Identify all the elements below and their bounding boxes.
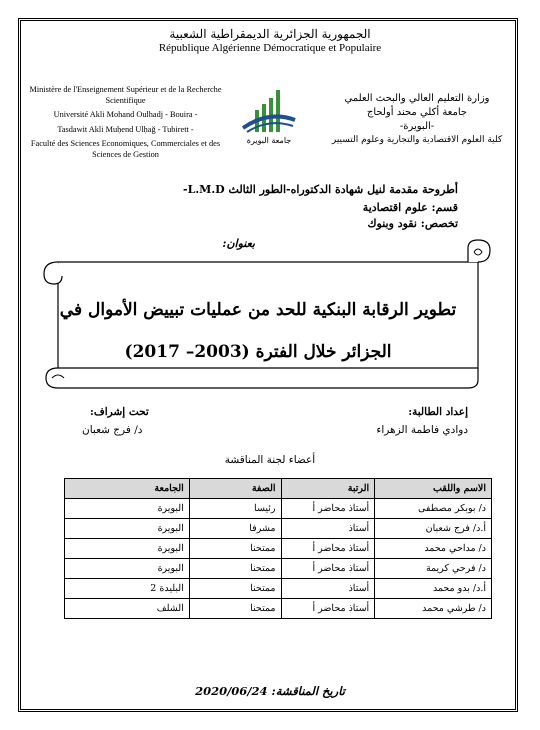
table-row	[65, 599, 492, 619]
column-header-university: الجامعة	[65, 479, 190, 499]
degree-line: أطروحة مقدمة لنيل شهادة الدكتوراه-الطور الثالث L.M.D-	[183, 183, 458, 196]
header-left-column	[28, 85, 223, 164]
ministry-ar: وزارة التعليم العالي والبحث العلمي	[344, 93, 490, 104]
member-role: رئيسا	[189, 499, 281, 519]
university-fr: Université Akli Mohand Oulhadj - Bouira -	[53, 110, 198, 119]
member-rank: أستاذ	[281, 579, 375, 599]
member-rank: أستاذ محاضر أ	[281, 539, 375, 559]
member-university: البويرة	[65, 519, 190, 539]
member-university: الشلف	[65, 599, 190, 619]
member-name: د/ مداحي محمد	[375, 539, 492, 559]
university-logo	[235, 80, 303, 150]
committee-table	[64, 478, 492, 619]
thesis-title-line-1: تطوير الرقابة البنكية للحد من عمليات تبييض الأموال في	[59, 300, 457, 320]
republic-french: République Algérienne Démocratique et Populaire	[158, 42, 382, 54]
city-ar: -البويرة-	[399, 121, 435, 132]
column-header-name: الاسم واللقب	[375, 479, 492, 499]
faculty-ar: كلية العلوم الاقتصادية والتجارية وعلوم التسيير	[331, 135, 503, 145]
column-header-rank: الرتبة	[281, 479, 375, 499]
member-rank: أستاذ محاضر أ	[281, 499, 375, 519]
member-role: ممتحنا	[189, 599, 281, 619]
student-name: دوادي فاطمة الزهراء	[376, 424, 468, 436]
title-heading: بعنوان:	[222, 237, 255, 250]
table-row	[65, 519, 492, 539]
table-row	[65, 499, 492, 519]
defense-date: تاريخ المناقشة: 2020/06/24	[195, 684, 345, 698]
republic-arabic: الجمهورية الجزائرية الديمقراطية الشعبية	[169, 27, 371, 41]
member-rank: أستاذ محاضر أ	[281, 559, 375, 579]
member-role: ممتحنا	[189, 539, 281, 559]
supervisor-label: تحت إشراف:	[90, 406, 149, 418]
column-header-role: الصفة	[189, 479, 281, 499]
committee-header-row	[65, 479, 492, 499]
member-name: د/ بوبكر مصطفى	[375, 499, 492, 519]
university-ar: جامعة أكلي محند أولحاج	[366, 107, 468, 118]
logo-caption: جامعة البويرة	[246, 136, 292, 145]
member-name: أ.د/ بدو محمد	[375, 579, 492, 599]
table-row	[65, 539, 492, 559]
supervisor-name: د/ فرج شعبان	[82, 424, 143, 436]
member-name: أ.د/ فرج شعبان	[375, 519, 492, 539]
header-right-column	[322, 92, 512, 148]
member-role: ممتحنا	[189, 579, 281, 599]
member-university: البليدة 2	[65, 579, 190, 599]
member-role: ممتحنا	[189, 559, 281, 579]
member-university: البويرة	[65, 559, 190, 579]
faculty-fr: Faculté des Sciences Economiques, Commerciales et des Sciences de Gestion	[30, 139, 221, 159]
ministry-fr: Ministère de l'Enseignement Supérieur et de la Recherche Scientifique	[29, 85, 222, 105]
university-kabyle: Tasdawit Akli Muḥend Ulḥağ - Tubirett -	[57, 124, 194, 134]
department-line: قسم: علوم اقتصادية	[362, 201, 458, 214]
prepared-by-label: إعداد الطالبة:	[408, 406, 468, 418]
member-university: البويرة	[65, 539, 190, 559]
table-row	[65, 559, 492, 579]
table-row	[65, 579, 492, 599]
member-rank: أستاذ	[281, 519, 375, 539]
specialty-line: تخصص: نقود وبنوك	[367, 217, 458, 230]
member-university: البويرة	[65, 499, 190, 519]
thesis-title-line-2: الجزائر خلال الفترة (2003– 2017)	[124, 342, 392, 362]
member-rank: أستاذ محاضر أ	[281, 599, 375, 619]
member-name: د/ فرحي كريمة	[375, 559, 492, 579]
committee-heading: أعضاء لجنة المناقشة	[224, 454, 316, 466]
member-name: د/ طرشي محمد	[375, 599, 492, 619]
member-role: مشرفا	[189, 519, 281, 539]
